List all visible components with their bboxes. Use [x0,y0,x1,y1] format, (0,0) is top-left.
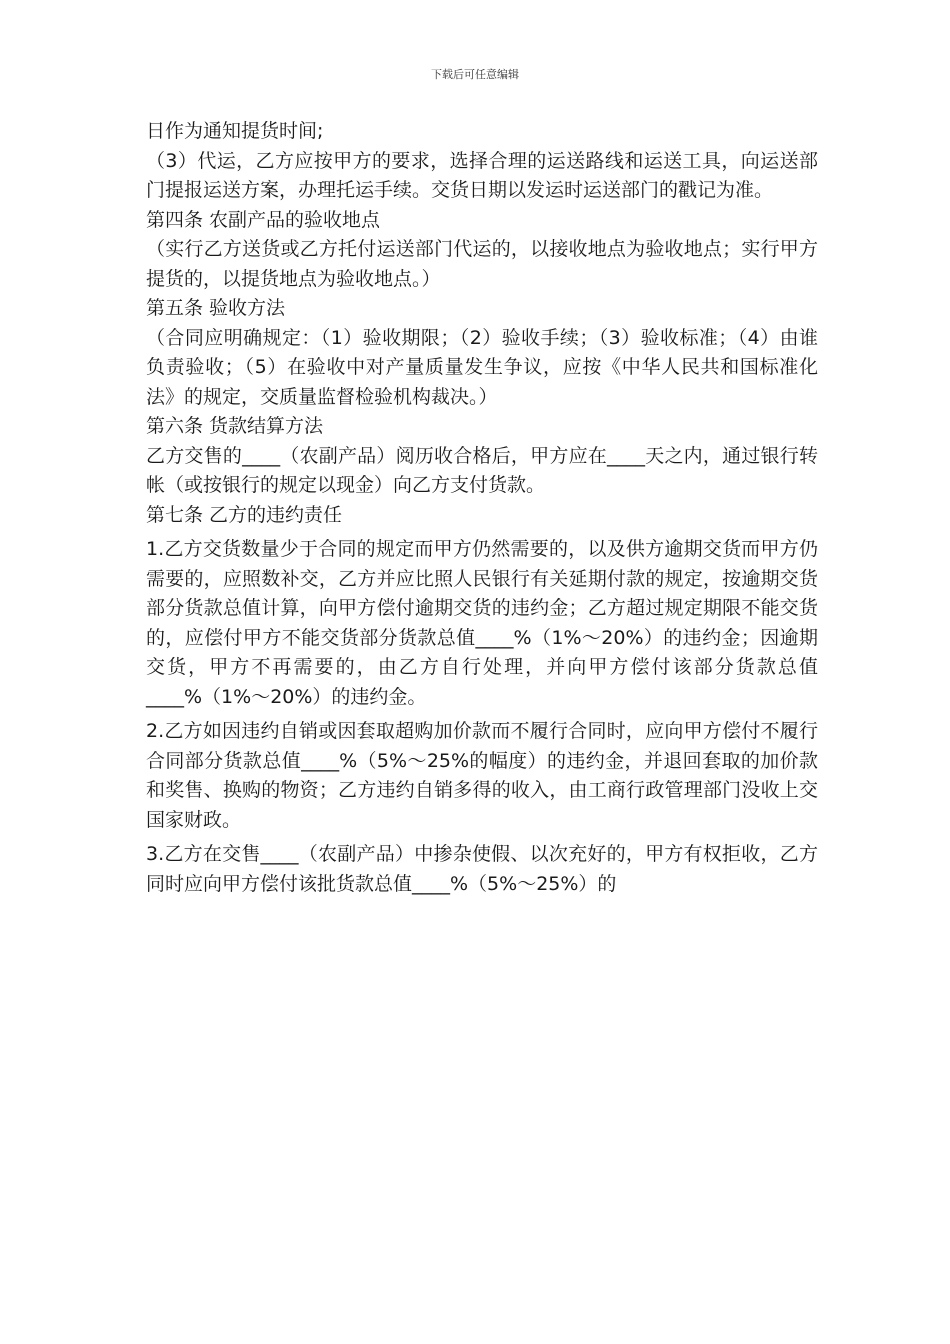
paragraph-inspection-location: （实行乙方送货或乙方托付运送部门代运的，以接收地点为验收地点；实行甲方提货的，以提货地点为验收地点。） [146,238,818,290]
paragraph-pickup-notice: 日作为通知提货时间; [146,120,324,142]
clause-7-1: 1.乙方交货数量少于合同的规定而甲方仍然需要的，以及供方逾期交货而甲方仍需要的，应照数补交，乙方并应比照人民银行有关延期付款的规定，按逾期交货部分货款总值计算，向甲方偿付逾期交货的违约金；乙方超过规定期限不能交货的，应偿付甲方不能交货部分货款总值____%（1%～20%）的违约金；因逾期交货，甲方不再需要的，由乙方自行处理，并向甲方偿付该部分货款总值 ____%（1%～20%）的违约金。 [146,538,825,708]
document-body [146,117,825,899]
page-header: 下载后可任意编辑 [431,68,519,81]
paragraph-consigned-transport: （3）代运，乙方应按甲方的要求，选择合理的运送路线和运送工具，向运送部门提报运送方案，办理托运手续。交货日期以发运时运送部门的戳记为准。 [146,149,818,201]
paragraph-inspection-method: （合同应明确规定：（1）验收期限；（2）验收手续；（3）验收标准；（4）由谁负责验收；（5）在验收中对产量质量发生争议，应按《中华人民共和国标准化法》的规定，交质量监督检验机构裁决。） [146,326,818,408]
paragraph-payment-settlement: 乙方交售的____（农副产品）阅历收合格后，甲方应在____天之内，通过银行转帐（或按银行的规定以现金）向乙方支付货款。 [146,444,818,496]
article-5-heading: 第五条 验收方法 [146,297,286,319]
clause-7-2: 2.乙方如因违约自销或因套取超购加价款而不履行合同时，应向甲方偿付不履行合同部分货款总值____%（5%～25%的幅度）的违约金，并退回套取的加价款和奖售、换购的物资；乙方违约自销多得的收入，由工商行政管理部门没收上交国家财政。 [146,720,818,831]
article-4-heading: 第四条 农副产品的验收地点 [146,208,381,231]
clause-7-3: 3.乙方在交售____（农副产品）中掺杂使假、以次充好的，甲方有权拒收，乙方同时应向甲方偿付该批货款总值____%（5%～25%）的 [146,843,818,895]
article-7-heading: 第七条 乙方的违约责任 [146,503,343,526]
article-6-heading: 第六条 货款结算方法 [146,415,324,437]
